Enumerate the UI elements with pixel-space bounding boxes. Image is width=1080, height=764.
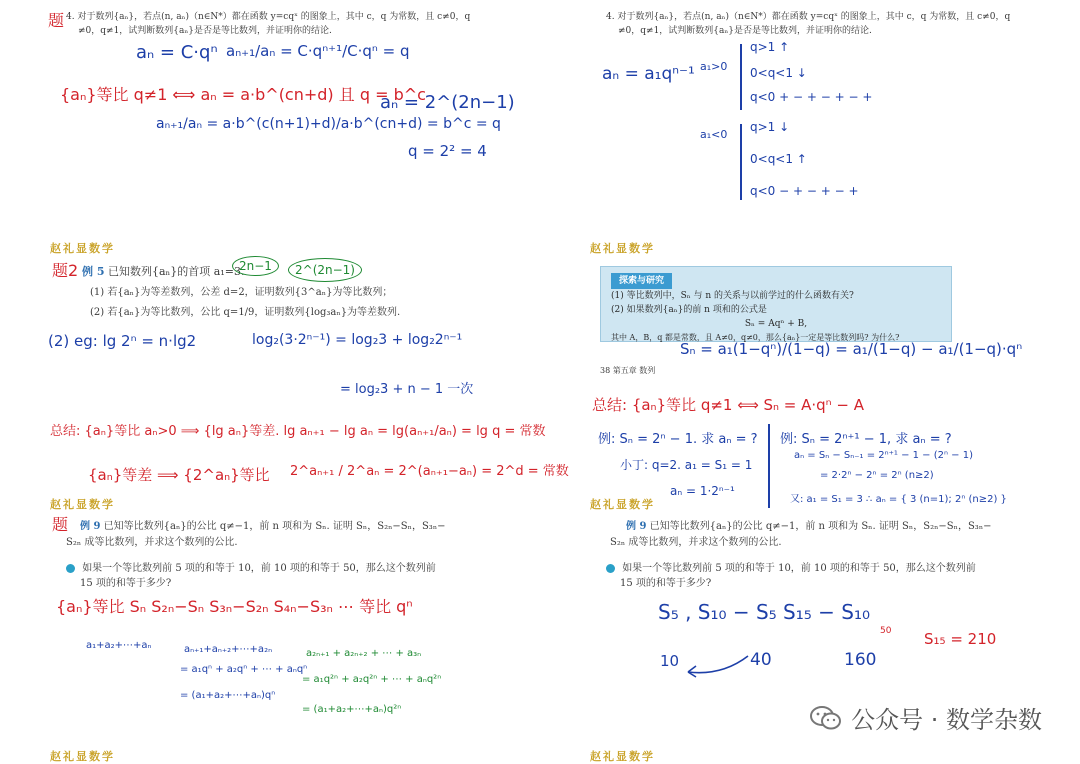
hw-s15-result: S₁₅ = 210	[924, 630, 997, 648]
brace-line	[740, 44, 742, 110]
hw-value-40: 40	[750, 650, 772, 670]
hw-50: 50	[880, 626, 892, 636]
brand-label: 赵礼显数学	[590, 498, 655, 511]
hw-sum-third-3: = (a₁+a₂+⋯+aₙ)q²ⁿ	[302, 704, 402, 715]
hw-value-10: 10	[660, 652, 680, 670]
hw-sum-third-2: = a₁q²ⁿ + a₂q²ⁿ + ⋯ + aₙq²ⁿ	[302, 674, 442, 685]
explore-line-3: Sₙ = Aqⁿ + B,	[744, 319, 808, 329]
hw-general-term: aₙ = a₁qⁿ⁻¹	[602, 64, 695, 84]
brace-line	[740, 124, 742, 200]
hw-example-1c: aₙ = 1·2ⁿ⁻¹	[670, 484, 735, 498]
hw-sum-second-3: = (a₁+a₂+⋯+aₙ)qⁿ	[180, 690, 276, 701]
example-9-line1	[626, 520, 992, 534]
brand-label: 赵礼显数学	[50, 498, 115, 511]
hw-an-result: aₙ = 2^(2n−1)	[380, 92, 515, 113]
hw-example-1: 例: Sₙ = 2ⁿ − 1. 求 aₙ = ?	[598, 432, 758, 447]
explore-line-1: (1) 等比数列中，Sₙ 与 n 的关系与以前学过的什么函数有关?	[611, 291, 854, 301]
divider-line	[768, 424, 770, 508]
hw-sequence-chain: {aₙ}等比 Sₙ S₂ₙ−Sₙ S₃ₙ−S₂ₙ S₄ₙ−S₃ₙ ⋯ 等比 qⁿ	[56, 597, 413, 616]
example-5-heading	[82, 265, 244, 279]
hw-example-1b: 小丁: q=2. a₁ = S₁ = 1	[620, 458, 753, 472]
hw-formula-an: aₙ = C·qⁿ	[136, 42, 218, 63]
example-9-line2: S₂ₙ 成等比数列，并求这个数列的公比.	[610, 537, 782, 548]
handwritten-mark: 题2	[52, 261, 79, 280]
watermark-text: 公众号 · 数学杂数	[851, 706, 1042, 734]
hw-log-expand: log₂(3·2ⁿ⁻¹) = log₂3 + log₂2ⁿ⁻¹	[252, 332, 463, 348]
example-5-part2: (2) 若{aₙ}为等比数列，公比 q=1/9，证明数列{log₃aₙ}为等差数列.	[90, 307, 401, 318]
brand-label: 赵礼显数学	[50, 750, 115, 763]
hw-sum-third-1: a₂ₙ₊₁ + a₂ₙ₊₂ + ⋯ + a₃ₙ	[306, 648, 422, 659]
hw-pos-3: q<0 + − + − + − +	[750, 90, 873, 104]
hw-example-2b: aₙ = Sₙ − Sₙ₋₁ = 2ⁿ⁺¹ − 1 − (2ⁿ − 1)	[794, 450, 973, 461]
explore-box-title: 探索与研究	[611, 273, 672, 289]
hw-summary-1: 总结: {aₙ}等比 aₙ>0 ⟹ {lg aₙ}等差. lg aₙ₊₁ − lg aₙ = lg(aₙ₊₁/aₙ) = lg q = 常数	[50, 424, 546, 439]
problem-4-line2: ≠0，q≠1，试判断数列{aₙ}是否是等比数列，并证明你的结论.	[618, 26, 872, 36]
hw-log-linear: = log₂3 + n − 1 一次	[340, 382, 474, 397]
hw-ratio: aₙ₊₁/aₙ = C·qⁿ⁺¹/C·qⁿ = q	[226, 42, 410, 60]
problem-4-line2: ≠0，q≠1，试判断数列{aₙ}是否是等比数列，并证明你的结论.	[78, 26, 332, 36]
example-9-text: 已知等比数列{aₙ}的公比 q≠−1，前 n 项和为 Sₙ. 证明 Sₙ，S₂ₙ−Sₙ，S₃ₙ−	[103, 521, 446, 532]
hw-ratio-2: aₙ₊₁/aₙ = a·b^(c(n+1)+d)/a·b^(cn+d) = b^c = q	[156, 116, 501, 132]
example-9-text: 已知等比数列{aₙ}的公比 q≠−1，前 n 项和为 Sₙ. 证明 Sₙ，S₂ₙ−Sₙ，S₃ₙ−	[649, 521, 992, 532]
explore-box	[600, 266, 952, 342]
example-9-line2: S₂ₙ 成等比数列，并求这个数列的公比.	[66, 537, 238, 548]
hw-circled-2n-1: 2n−1	[232, 256, 279, 276]
wechat-icon	[809, 705, 843, 731]
hw-pos-2: 0<q<1 ↓	[750, 66, 807, 80]
question-text: 如果一个等比数列前 5 项的和等于 10，前 10 项的和等于 50，那么这个数列前	[82, 563, 436, 574]
hw-example-2d: 又: a₁ = S₁ = 3 ∴ aₙ = { 3 (n=1); 2ⁿ (n≥2) }	[790, 494, 1007, 505]
example-5-title: 例 5	[82, 265, 105, 278]
hw-summary-2: {aₙ}等差 ⟹ {2^aₙ}等比	[88, 466, 270, 484]
explore-line-4: 其中 A，B，q 都是常数，且 A≠0，q≠0，那么{aₙ}一定是等比数列吗? 为什么?	[611, 333, 900, 342]
brand-label: 赵礼显数学	[590, 242, 655, 255]
hw-summary-2b: 2^aₙ₊₁ / 2^aₙ = 2^(aₙ₊₁−aₙ) = 2^d = 常数	[290, 464, 569, 479]
brand-label: 赵礼显数学	[50, 242, 115, 255]
right-page	[540, 0, 1080, 763]
handwritten-mark: 题	[48, 11, 65, 30]
question-line2: 15 项的和等于多少?	[620, 578, 712, 589]
example-5-part1: (1) 若{aₙ}为等差数列，公差 d=2，证明数列{3^aₙ}为等比数列；	[90, 287, 393, 298]
hw-q-result: q = 2² = 4	[408, 142, 487, 160]
handwritten-mark: 题	[52, 515, 69, 534]
hw-neg-1: q>1 ↓	[750, 120, 790, 134]
hw-sum-second-2: = a₁qⁿ + a₂qⁿ + ⋯ + aₙqⁿ	[180, 664, 308, 675]
example-9-line1	[80, 520, 446, 534]
example-9-title: 例 9	[80, 521, 101, 532]
example-5-text: 已知数列{aₙ}的首项 a₁=3.	[107, 265, 245, 278]
watermark	[809, 700, 1042, 735]
hw-summary: 总结: {aₙ}等比 q≠1 ⟺ Sₙ = A·qⁿ − A	[592, 396, 865, 414]
question-text: 如果一个等比数列前 5 项的和等于 10，前 10 项的和等于 50，那么这个数列前	[622, 563, 976, 574]
hw-example-2: 例: Sₙ = 2ⁿ⁺¹ − 1, 求 aₙ = ?	[780, 432, 952, 447]
hw-sn-formula: Sₙ = a₁(1−qⁿ)/(1−q) = a₁/(1−q) − a₁/(1−q)·qⁿ	[680, 340, 1023, 358]
hw-example-lg: (2) eg: lg 2ⁿ = n·lg2	[48, 332, 197, 350]
hw-case-positive: a₁>0	[700, 60, 728, 73]
hw-neg-2: 0<q<1 ↑	[750, 152, 807, 166]
hw-equivalence: {aₙ}等比 q≠1 ⟺ aₙ = a·b^(cn+d) 且 q = b^c	[60, 85, 426, 104]
page-number: 38 第五章 数列	[600, 366, 656, 375]
problem-4-line1: 4. 对于数列{aₙ}，若点(n, aₙ)（n∈N*）都在函数 y=cqˣ 的图象上，其中 c，q 为常数，且 c≠0，q	[606, 12, 1011, 22]
hw-arrow	[682, 650, 752, 680]
hw-neg-3: q<0 − + − + − +	[750, 184, 859, 198]
hw-case-negative: a₁<0	[700, 128, 728, 141]
hw-pos-1: q>1 ↑	[750, 40, 790, 54]
hw-value-160: 160	[844, 650, 877, 670]
hw-example-2c: = 2·2ⁿ − 2ⁿ = 2ⁿ (n≥2)	[820, 470, 934, 481]
question-icon	[66, 564, 75, 573]
question-icon	[606, 564, 615, 573]
example-9-title: 例 9	[626, 521, 647, 532]
explore-line-2: (2) 如果数列{aₙ}的前 n 项和的公式是	[611, 305, 767, 315]
hw-sum-first: a₁+a₂+⋯+aₙ	[86, 640, 152, 651]
hw-sum-second-1: aₙ₊₁+aₙ₊₂+⋯+a₂ₙ	[184, 644, 273, 655]
problem-4-line1: 4. 对于数列{aₙ}，若点(n, aₙ)（n∈N*）都在函数 y=cqˣ 的图象上，其中 c，q 为常数，且 c≠0，q	[66, 12, 471, 22]
question-line1	[66, 562, 436, 576]
question-line2: 15 项的和等于多少?	[80, 578, 172, 589]
question-line1	[606, 562, 976, 576]
brand-label: 赵礼显数学	[590, 750, 655, 763]
hw-s-terms: S₅ , S₁₀ − S₅ S₁₅ − S₁₀	[658, 600, 870, 624]
hw-circled-power: 2^(2n−1)	[288, 258, 362, 282]
